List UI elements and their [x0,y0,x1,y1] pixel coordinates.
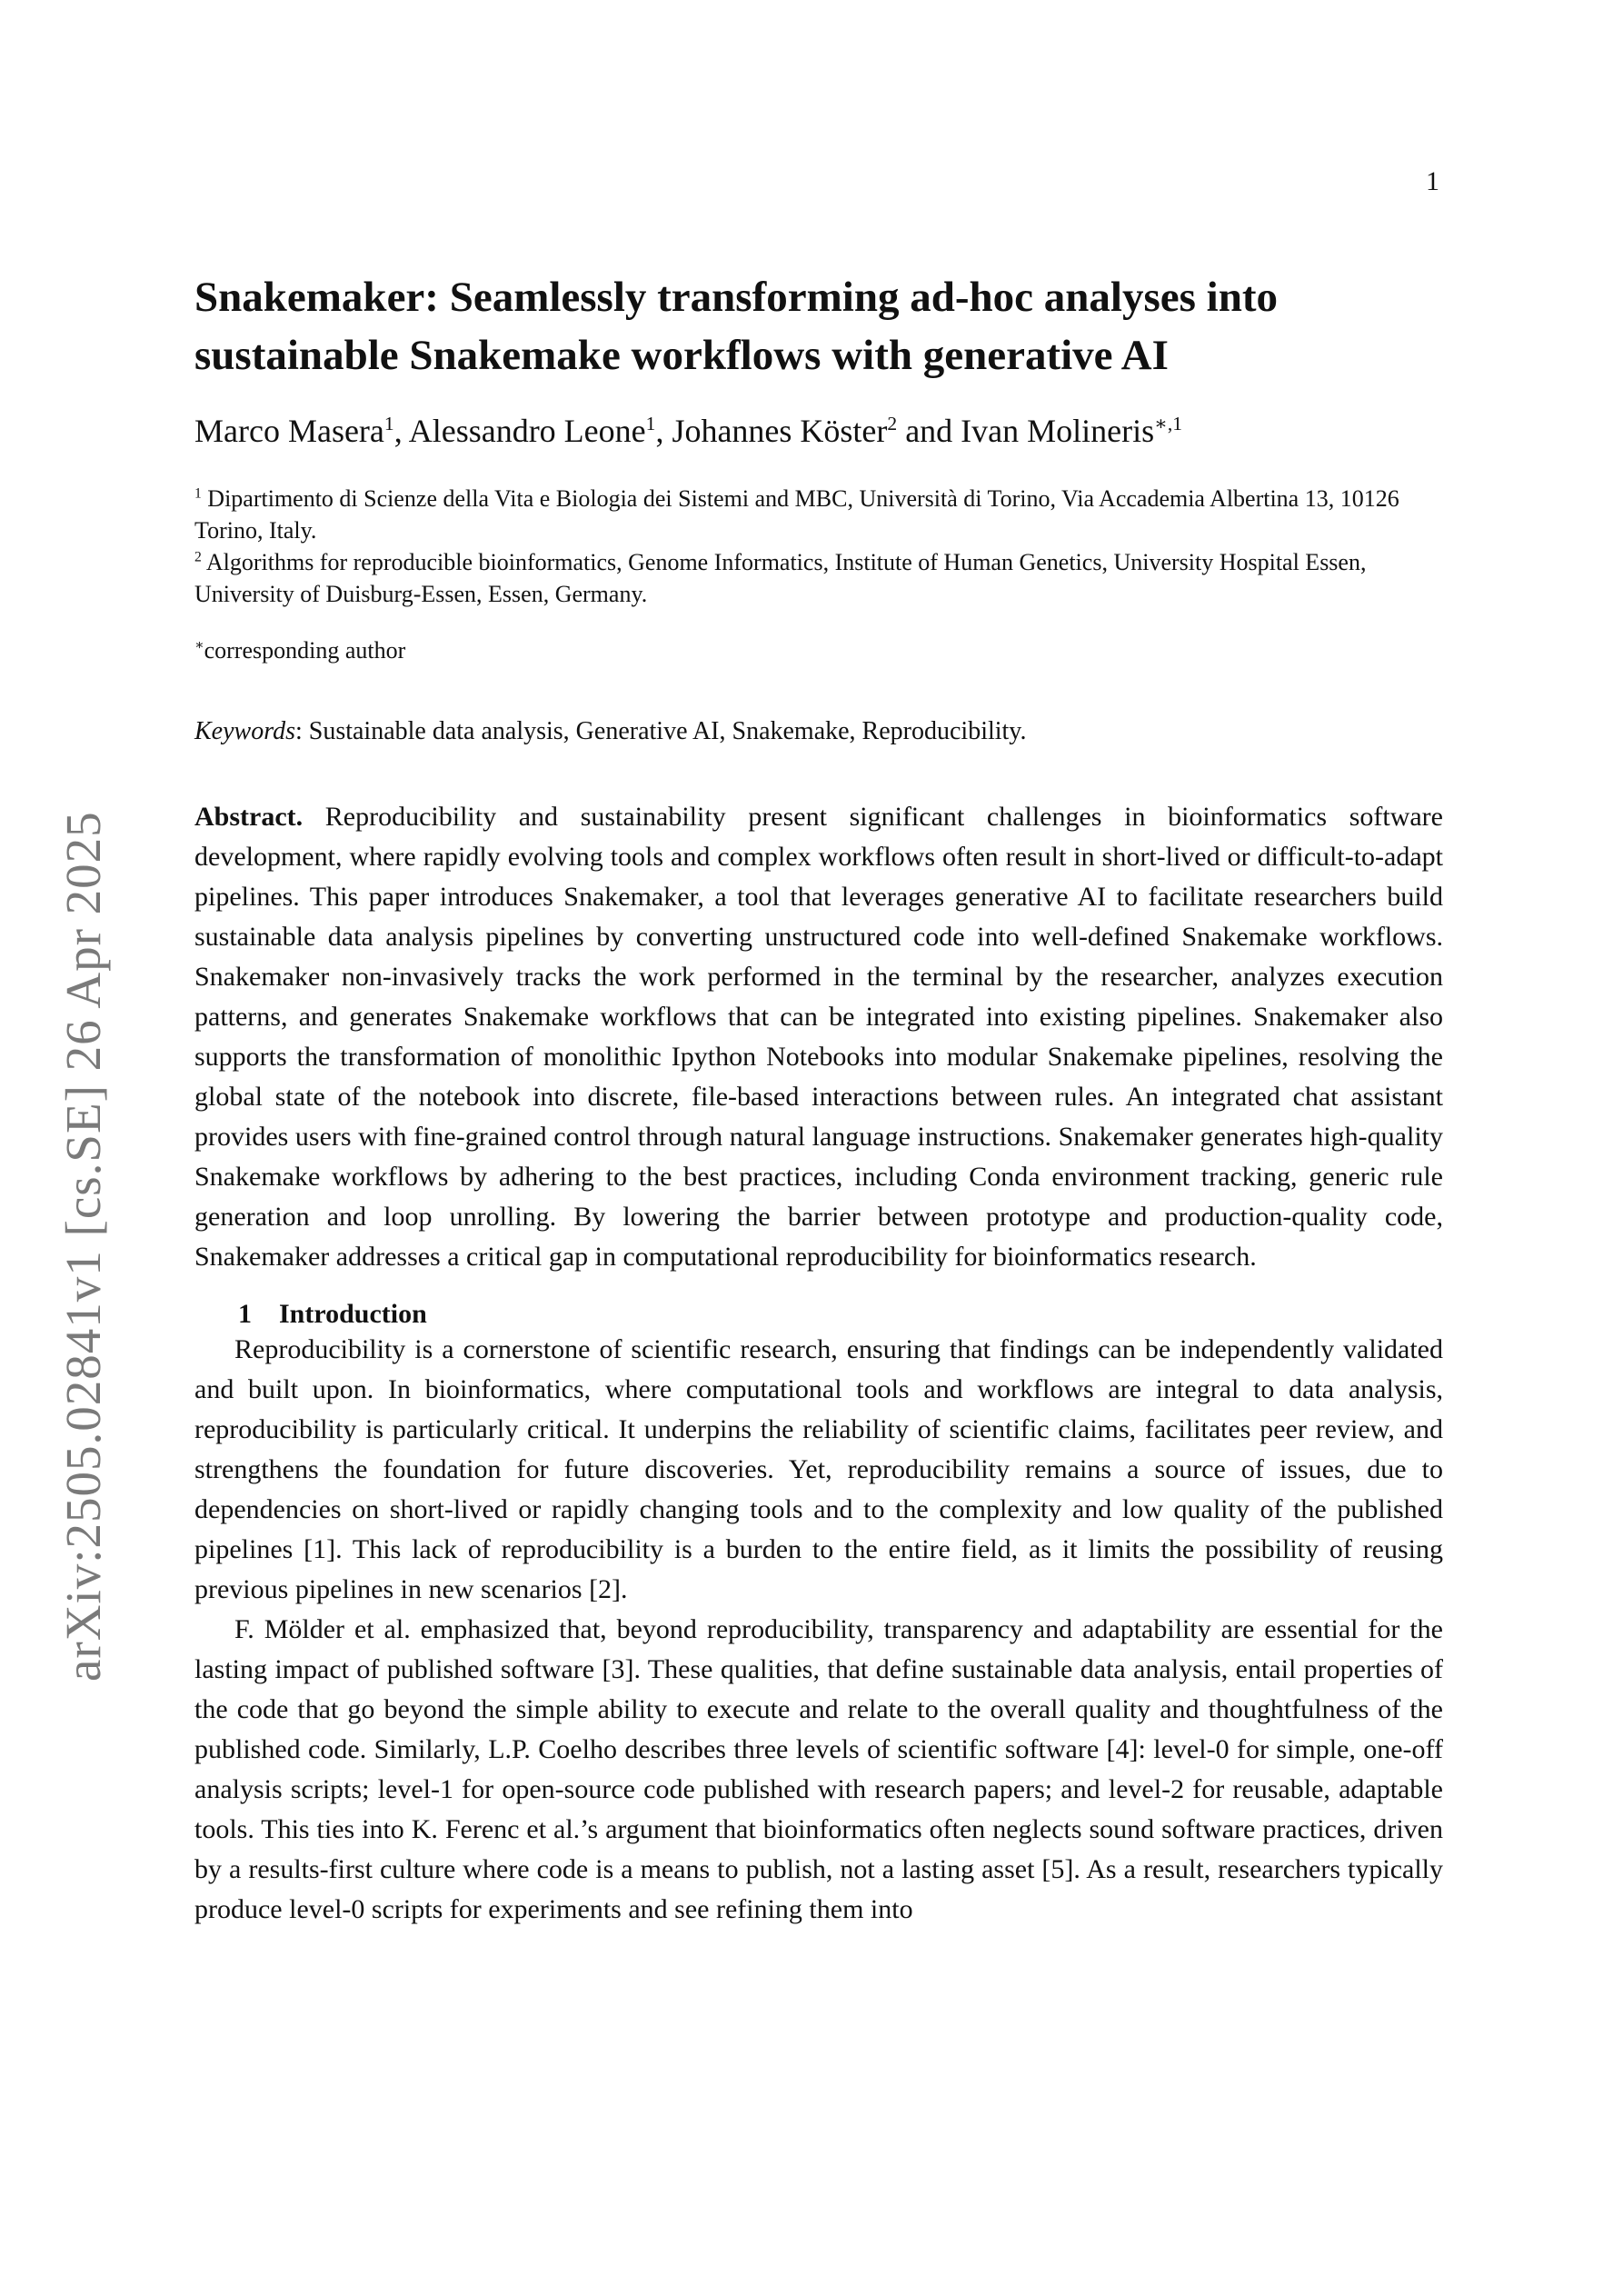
keywords-label: Keywords [194,717,295,745]
affiliation-text: Dipartimento di Scienze della Vita e Biologia dei Sistemi and MBC, Università di Torino, Via Accademia Albertina 13, 10126 Torino, Italy. [194,485,1399,544]
section-number: 1 [238,1299,252,1329]
author-affiliation-mark: ∗,1 [1154,413,1183,434]
author-name: Ivan Molineris [961,413,1155,449]
affiliation-mark: 1 [194,485,202,502]
affiliation-1 [194,483,1443,546]
corresponding-author-note [194,637,1443,664]
page-number: 1 [1426,166,1439,196]
keywords [194,717,1443,746]
paragraph: Reproducibility is a cornerstone of scientific research, ensuring that findings can be independently validated and built upon. In bioinformatics, where computational tools and workflows are integral to data analysis, reproducibility is particularly critical. It underpins the reliability of scientific claims, facilitates peer review, and strengthens the foundation for future discoveries. Yet, reproducibility remains a source of issues, due to dependencies on short-lived or rapidly changing tools and to the complexity and low quality of the published pipelines [1]. This lack of reproducibility is a burden to the entire field, as it limits the possibility of reusing previous pipelines in new scenarios [2]. [194,1334,1443,1604]
keywords-text: : Sustainable data analysis, Generative AI, Snakemake, Reproducibility. [294,717,1027,745]
corresponding-text: corresponding author [204,637,406,664]
affiliations [194,483,1443,610]
affiliation-text: Algorithms for reproducible bioinformatics, Genome Informatics, Institute of Human Genetics, University Hospital Essen, University of Duisburg-Essen, Essen, Germany. [194,549,1367,607]
paragraph: F. Mölder et al. emphasized that, beyond reproducibility, transparency and adaptability are essential for the lasting impact of published software [3]. These qualities, that define sustainable data analysis, entail properties of the code that go beyond the simple ability to execute and relate to the overall quality and thoughtfulness of the published code. Similarly, L.P. Coelho describes three levels of scientific software [4]: level-0 for simple, one-off analysis scripts; level-1 for open-source code published with research papers; and level-2 for reusable, adaptable tools. This ties into K. Ferenc et al.’s argument that bioinformatics often neglects sound software practices, driven by a results-first culture where code is a means to publish, not a lasting asset [5]. As a result, researchers typically produce level-0 scripts for experiments and see refining them into [194,1614,1443,1924]
corresponding-mark: ∗ [194,637,204,654]
affiliation-2 [194,546,1443,610]
author-list [194,410,1443,452]
author-affiliation-mark: 1 [383,413,394,434]
author-affiliation-mark: 1 [645,413,656,434]
affiliation-mark: 2 [194,549,202,565]
abstract [194,797,1443,1277]
abstract-text: Reproducibility and sustainability present significant challenges in bioinformatics software development, where rapidly evolving tools and complex workflows often result in short-lived or difficult-to-adapt pipelines. This paper introduces Snakemaker, a tool that leverages generative AI to facilitate researchers build sustainable data analysis pipelines by converting unstructured code into well-defined Snakemake workflows. Snakemaker non-invasively tracks the work performed in the terminal by the researcher, analyzes execution patterns, and generates Snakemake workflows that can be integrated into existing pipelines. Snakemaker also supports the transformation of monolithic Ipython Notebooks into modular Snakemake pipelines, resolving the global state of the notebook into discrete, file-based interactions between rules. An integrated chat assistant provides users with fine-grained control through natural language instructions. Snakemaker generates high-quality Snakemake workflows by adhering to the best practices, including Conda environment tracking, generic rule generation and loop unrolling. By lowering the barrier between prototype and production-quality code, Snakemaker addresses a critical gap in computational reproducibility for bioinformatics research. [194,802,1443,1272]
author-name: Johannes Köster [672,413,888,449]
abstract-label: Abstract. [194,802,304,832]
arxiv-identifier: arXiv:2505.02841v1 [cs.SE] 26 Apr 2025 [55,811,111,1682]
author-separator: , [655,413,672,449]
author-separator: , [393,413,409,449]
author-separator: and [897,413,961,449]
section-heading [238,1299,1443,1330]
author-name: Marco Masera [194,413,384,449]
paper-content [194,268,1443,1930]
section-title: Introduction [279,1299,427,1329]
author-affiliation-mark: 2 [887,413,898,434]
paper-title: Snakemaker: Seamlessly transforming ad-hoc analyses into sustainable Snakemake workflows with generative AI [194,274,1278,379]
author-name: Alessandro Leone [408,413,646,449]
